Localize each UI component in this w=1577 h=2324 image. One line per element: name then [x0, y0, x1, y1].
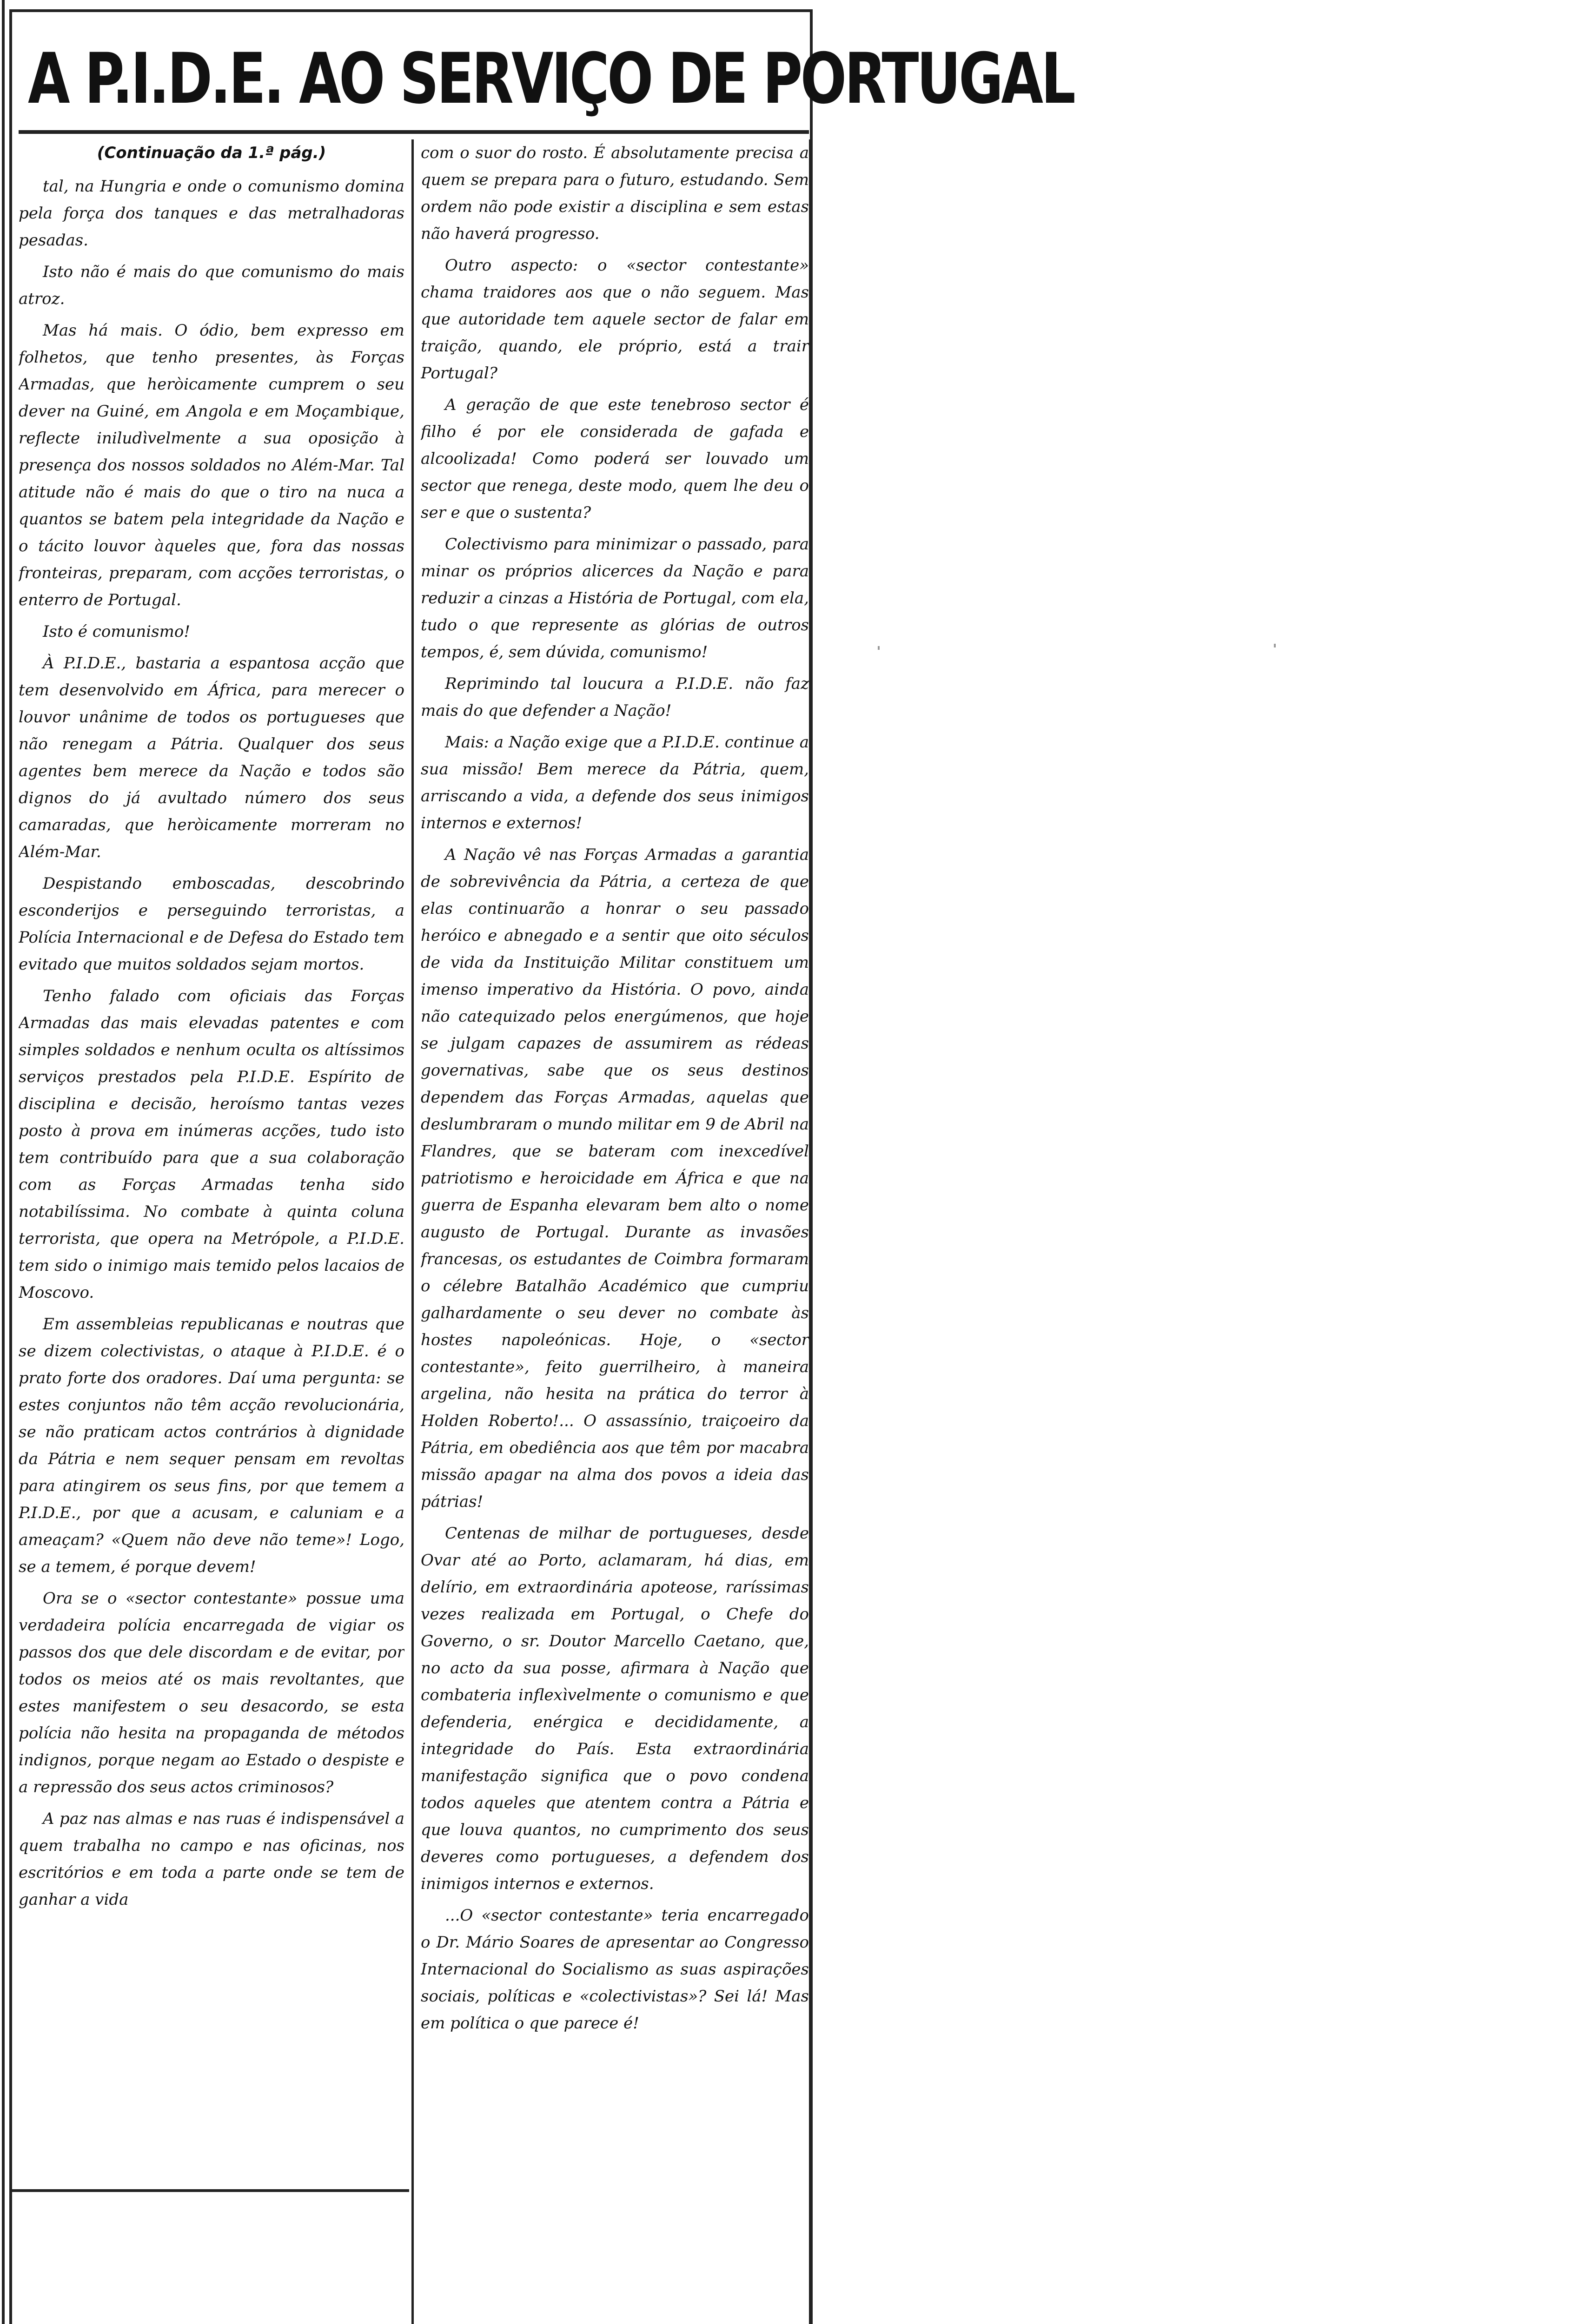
paragraph: À P.I.D.E., bastaria a espantosa acção que tem desenvolvido em África, para merecer o louvor unânime de todos os portugueses que não renegam a Pátria. Qualquer dos seus agentes bem merece da Nação e todos são dignos do já avultado número dos seus camaradas, que heròicamente morreram no Além-Mar. — [19, 654, 404, 861]
right-column-border — [809, 139, 812, 2324]
paragraph: Despistando emboscadas, descobrindo esconderijos e perseguindo terroristas, a Polícia Internacional e de Defesa do Estado tem evitado que muitos soldados sejam mortos. — [19, 874, 404, 974]
page-edge-shadow — [2, 0, 5, 2324]
paragraph: A paz nas almas e nas ruas é indispensável a quem trabalha no campo e nas oficinas, nos escritórios e em toda a parte onde se tem de ganhar a vida — [19, 1809, 404, 1909]
paragraph: Isto não é mais do que comunismo do mais atroz. — [19, 263, 404, 308]
left-column-end-rule — [9, 2189, 409, 2192]
paragraph: Centenas de milhar de portugueses, desde Ovar até ao Porto, aclamaram, há dias, em delírio, em extraordinária apoteose, raríssimas vezes realizada em Portugal, o Chefe do Governo, o sr. Doutor Marcello Caetano, que, no acto da sua posse, afirmara à Nação que combateria inflexìvelmente o comunismo e que defenderia, enérgica e decididamente, a integridade do País. Esta extraordinária manifestação significa que o povo condena todos aqueles que atentem contra a Pátria e que louva quantos, no cumprimento dos seus deveres como portugueses, a defendem dos inimigos internos e externos. — [421, 1524, 809, 1893]
paragraph: Reprimindo tal loucura a P.I.D.E. não faz mais do que defender a Nação! — [421, 674, 809, 720]
headline-rule — [19, 130, 809, 134]
article-column-left — [19, 139, 404, 2212]
paragraph: tal, na Hungria e onde o comunismo domina pela força dos tanques e das metralhadoras pesadas. — [19, 177, 404, 250]
paragraph: Mas há mais. O ódio, bem expresso em folhetos, que tenho presentes, às Forças Armadas, que heròicamente cumprem o seu dever na Guiné, em Angola e em Moçambique, reflecte iniludìvelmente a sua oposição à presença dos nossos soldados no Além-Mar. Tal atitude não é mais do que o tiro na nuca a quantos se batem pela integridade da Nação e o tácito louvor àqueles que, fora das nossas fronteiras, preparam, com acções terroristas, o enterro de Portugal. — [19, 321, 404, 609]
paragraph: Mais: a Nação exige que a P.I.D.E. continue a sua missão! Bem merece da Pátria, quem, arriscando a vida, a defende dos seus inimigos internos e externos! — [421, 733, 809, 832]
paragraph: A geração de que este tenebroso sector é filho é por ele considerada de gafada e alcoolizada! Como poderá ser louvado um sector que renega, deste modo, quem lhe deu o ser e que o sustenta? — [421, 396, 809, 522]
article-headline: A P.I.D.E. AO SERVIÇO DE PORTUGAL — [28, 39, 1074, 119]
paragraph: Colectivismo para minimizar o passado, para minar os próprios alicerces da Nação e para reduzir a cinzas a História de Portugal, com ela, tudo o que represente as glórias de outros tempos, é, sem dúvida, comunismo! — [421, 535, 809, 661]
paragraph: Tenho falado com oficiais das Forças Armadas das mais elevadas patentes e com simples soldados e nenhum oculta os altíssimos serviços prestados pela P.I.D.E. Espírito de disciplina e decisão, heroísmo tantas vezes posto à prova em inúmeras acções, tudo isto tem contribuído para que a sua colaboração com as Forças Armadas tenha sido notabilíssima. No combate à quinta coluna terrorista, que opera na Metrópole, a P.I.D.E. tem sido o inimigo mais temido pelos lacaios de Moscovo. — [19, 987, 404, 1302]
paragraph: Outro aspecto: o «sector contestante» chama traidores aos que o não seguem. Mas que autoridade tem aquele sector de falar em traição, quando, ele próprio, está a trair Portugal? — [421, 256, 809, 383]
paragraph: Em assembleias republicanas e noutras que se dizem colectivistas, o ataque à P.I.D.E. é o prato forte dos oradores. Daí uma pergunta: se estes conjuntos não têm acção revolucionária, se não praticam actos contrários à dignidade da Pátria e nem sequer pensam em revoltas para atingirem os seus fins, por que temem a P.I.D.E., por que a acusam, e caluniam e a ameaçam? «Quem não deve não teme»! Logo, se a temem, é porque devem! — [19, 1315, 404, 1576]
scan-speck — [1274, 644, 1276, 647]
scan-speck — [878, 646, 880, 650]
article-column-right — [421, 139, 809, 2324]
paragraph: A Nação vê nas Forças Armadas a garantia de sobrevivência da Pátria, a certeza de que elas continuarão a honrar o seu passado heróico e abnegado e a sentir que oito séculos de vida da Instituição Militar constituem um imenso imperativo da História. O povo, ainda não catequizado pelos energúmenos, que hoje se julgam capazes de assumirem as rédeas governativas, sabe que os seus destinos dependem das Forças Armadas, aquelas que deslumbraram o mundo militar em 9 de Abril na Flandres, que se bateram com inexcedível patriotismo e heroicidade em África e que na guerra de Espanha elevaram bem alto o nome augusto de Portugal. Durante as invasões francesas, os estudantes de Coimbra formaram o célebre Batalhão Académico que cumpriu galhardamente o seu dever no combate às hostes napoleónicas. Hoje, o «sector contestante», feito guerrilheiro, à maneira argelina, não hesita na prática do terror à Holden Roberto!... O assassínio, traiçoeiro da Pátria, em obediência aos que têm por macabra missão apagar na alma dos povos a ideia das pátrias! — [421, 845, 809, 1511]
column-divider — [411, 139, 414, 2324]
paragraph: Isto é comunismo! — [43, 622, 190, 641]
paragraph: ...O «sector contestante» teria encarregado o Dr. Mário Soares de apresentar ao Congresso Internacional do Socialismo as suas aspirações sociais, políticas e «colectivistas»? Sei lá! Mas em política o que parece é! — [421, 1906, 809, 2033]
paragraph: com o suor do rosto. É absolutamente precisa a quem se prepara para o futuro, estudando. Sem ordem não pode existir a disciplina e sem estas não haverá progresso. — [421, 144, 809, 243]
paragraph: Ora se o «sector contestante» possue uma verdadeira polícia encarregada de vigiar os passos dos que dele discordam e de evitar, por todos os meios até os mais revoltantes, que estes manifestem o seu desacordo, se esta polícia não hesita na propaganda de métodos indignos, porque negam ao Estado o despiste e a repressão dos seus actos criminosos? — [19, 1589, 404, 1796]
continuation-note: (Continuação da 1.ª pág.) — [97, 144, 326, 162]
